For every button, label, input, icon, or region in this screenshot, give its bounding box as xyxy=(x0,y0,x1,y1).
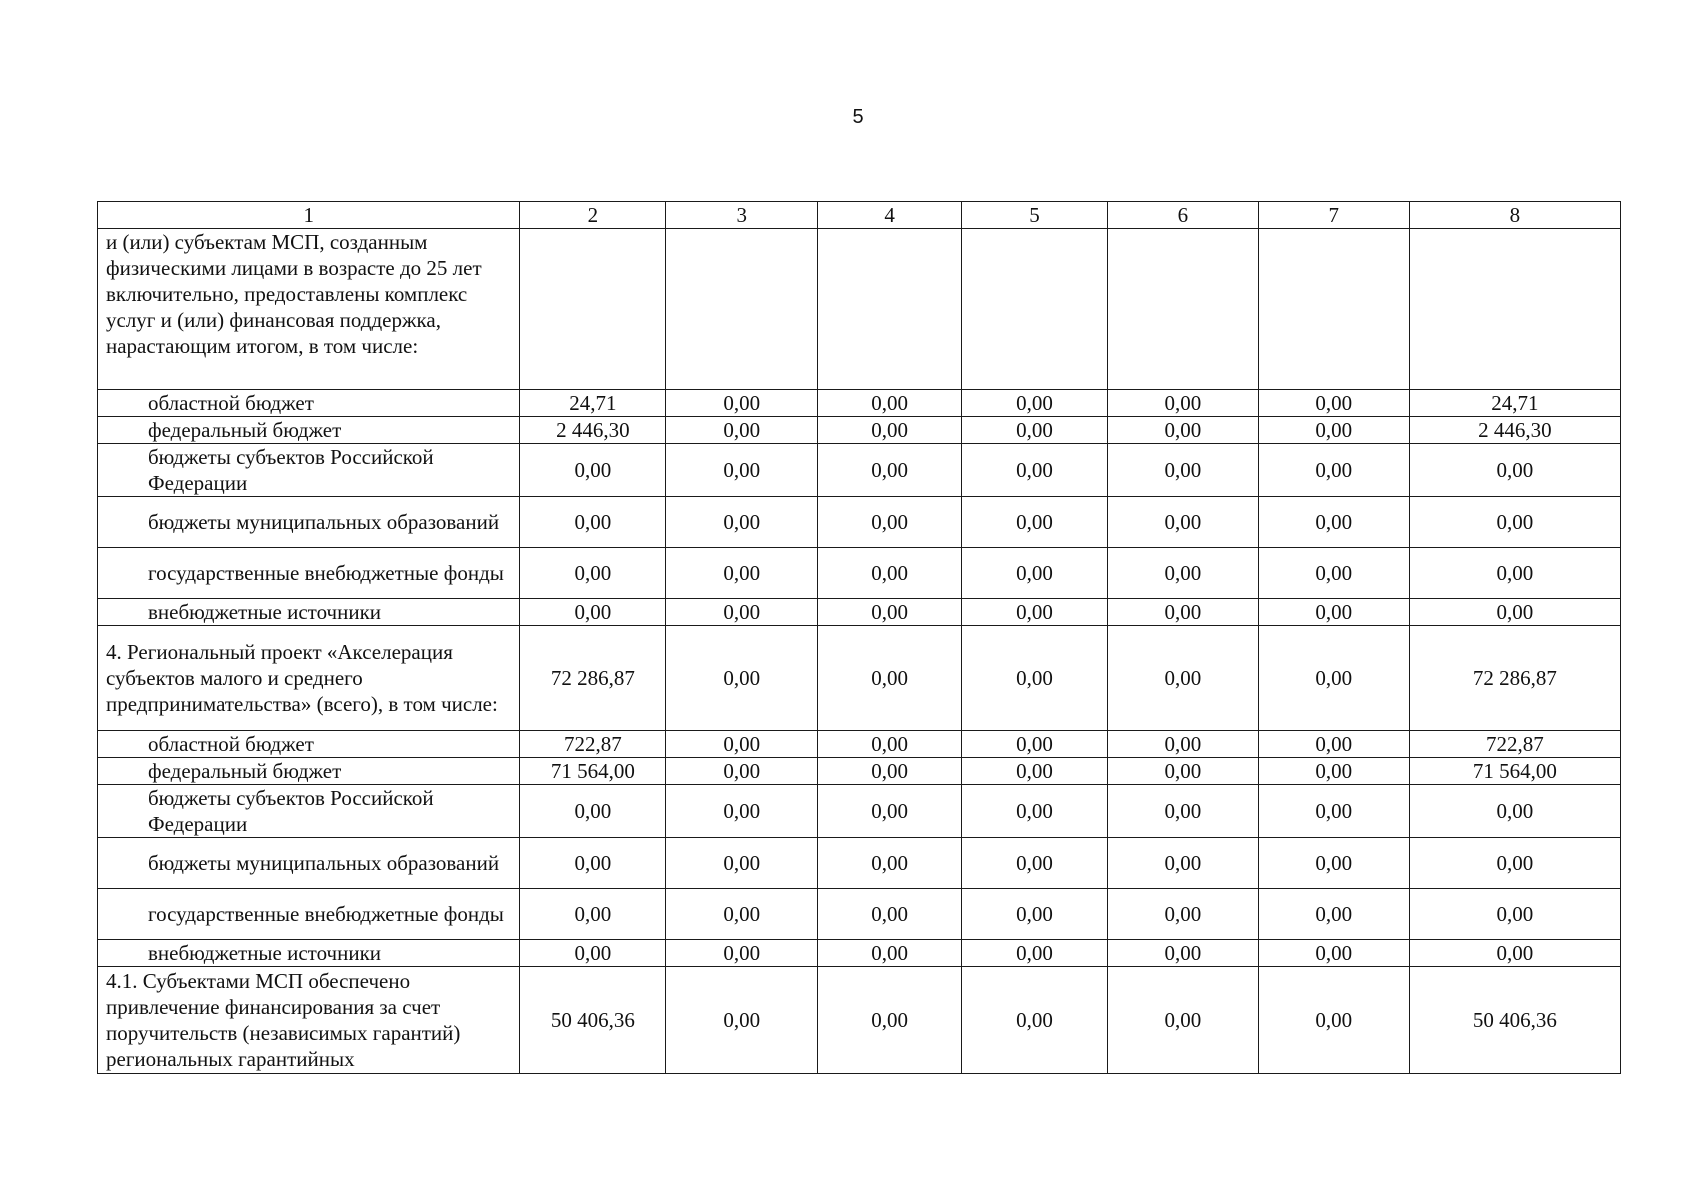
value-cell xyxy=(666,229,818,390)
value-cell xyxy=(1107,229,1258,390)
value-cell: 0,00 xyxy=(962,497,1108,548)
value-cell: 0,00 xyxy=(1409,548,1620,599)
value-cell: 0,00 xyxy=(818,785,962,838)
value-cell: 0,00 xyxy=(666,838,818,889)
value-cell: 0,00 xyxy=(962,599,1108,626)
value-cell: 0,00 xyxy=(1258,548,1409,599)
value-cell: 72 286,87 xyxy=(1409,626,1620,731)
row-label: федеральный бюджет xyxy=(98,758,520,785)
value-cell: 0,00 xyxy=(666,599,818,626)
value-cell: 0,00 xyxy=(818,599,962,626)
value-cell: 0,00 xyxy=(1409,889,1620,940)
value-cell: 24,71 xyxy=(520,390,666,417)
column-header: 3 xyxy=(666,202,818,229)
row-label: государственные внебюджетные фонды xyxy=(98,889,520,940)
value-cell: 0,00 xyxy=(818,444,962,497)
page-number: 5 xyxy=(852,106,864,128)
value-cell: 0,00 xyxy=(520,444,666,497)
value-cell: 0,00 xyxy=(962,444,1108,497)
value-cell: 0,00 xyxy=(962,967,1108,1074)
value-cell: 0,00 xyxy=(962,889,1108,940)
value-cell: 0,00 xyxy=(520,599,666,626)
row-label: бюджеты субъектов Российской Федерации xyxy=(98,444,520,497)
value-cell: 0,00 xyxy=(1258,967,1409,1074)
value-cell xyxy=(520,229,666,390)
value-cell: 0,00 xyxy=(962,390,1108,417)
row-label: 4.1. Субъектами МСП обеспечено привлечение финансирования за счет поручительств (независимых гарантий) региональных гарантийных xyxy=(98,967,520,1074)
value-cell: 72 286,87 xyxy=(520,626,666,731)
value-cell: 0,00 xyxy=(666,889,818,940)
table-row xyxy=(98,548,1621,599)
value-cell: 0,00 xyxy=(1107,390,1258,417)
value-cell: 0,00 xyxy=(1258,758,1409,785)
table-row xyxy=(98,758,1621,785)
table-header-row xyxy=(98,202,1621,229)
value-cell: 0,00 xyxy=(1258,497,1409,548)
value-cell: 0,00 xyxy=(520,785,666,838)
value-cell: 0,00 xyxy=(1258,599,1409,626)
value-cell: 0,00 xyxy=(1409,940,1620,967)
table-row xyxy=(98,417,1621,444)
table-row xyxy=(98,838,1621,889)
table-row xyxy=(98,444,1621,497)
value-cell: 722,87 xyxy=(1409,731,1620,758)
value-cell: 50 406,36 xyxy=(520,967,666,1074)
row-label: внебюджетные источники xyxy=(98,599,520,626)
value-cell: 0,00 xyxy=(962,785,1108,838)
value-cell: 0,00 xyxy=(1107,967,1258,1074)
table-row xyxy=(98,967,1621,1074)
value-cell: 0,00 xyxy=(818,838,962,889)
value-cell: 0,00 xyxy=(666,967,818,1074)
value-cell: 0,00 xyxy=(962,940,1108,967)
value-cell xyxy=(1409,229,1620,390)
value-cell: 0,00 xyxy=(666,444,818,497)
column-header: 8 xyxy=(1409,202,1620,229)
row-label: федеральный бюджет xyxy=(98,417,520,444)
value-cell: 71 564,00 xyxy=(520,758,666,785)
value-cell: 0,00 xyxy=(818,889,962,940)
table-row xyxy=(98,599,1621,626)
value-cell: 0,00 xyxy=(818,497,962,548)
value-cell: 0,00 xyxy=(818,548,962,599)
value-cell: 0,00 xyxy=(666,417,818,444)
row-label: областной бюджет xyxy=(98,390,520,417)
column-header: 2 xyxy=(520,202,666,229)
value-cell: 0,00 xyxy=(1258,889,1409,940)
table-row xyxy=(98,785,1621,838)
value-cell: 0,00 xyxy=(818,940,962,967)
value-cell: 71 564,00 xyxy=(1409,758,1620,785)
value-cell: 0,00 xyxy=(818,417,962,444)
row-label: бюджеты муниципальных образований xyxy=(98,838,520,889)
row-label: бюджеты муниципальных образований xyxy=(98,497,520,548)
value-cell: 0,00 xyxy=(818,967,962,1074)
value-cell: 0,00 xyxy=(818,731,962,758)
value-cell: 2 446,30 xyxy=(1409,417,1620,444)
value-cell: 0,00 xyxy=(1107,838,1258,889)
table-row xyxy=(98,731,1621,758)
table-row xyxy=(98,940,1621,967)
value-cell: 0,00 xyxy=(962,417,1108,444)
value-cell: 0,00 xyxy=(1258,785,1409,838)
column-header: 7 xyxy=(1258,202,1409,229)
value-cell: 0,00 xyxy=(962,758,1108,785)
value-cell: 0,00 xyxy=(666,731,818,758)
value-cell: 722,87 xyxy=(520,731,666,758)
value-cell: 0,00 xyxy=(1258,390,1409,417)
value-cell: 0,00 xyxy=(666,940,818,967)
value-cell: 0,00 xyxy=(1409,497,1620,548)
table-row xyxy=(98,626,1621,731)
value-cell: 0,00 xyxy=(520,889,666,940)
row-label: и (или) субъектам МСП, созданным физическими лицами в возрасте до 25 лет включительно, предоставлены комплекс услуг и (или) финансовая поддержка, нарастающим итогом, в том числе: xyxy=(98,229,520,390)
budget-table xyxy=(97,201,1621,1074)
value-cell: 0,00 xyxy=(666,758,818,785)
value-cell: 0,00 xyxy=(1107,548,1258,599)
value-cell: 50 406,36 xyxy=(1409,967,1620,1074)
value-cell: 0,00 xyxy=(962,626,1108,731)
row-label: государственные внебюджетные фонды xyxy=(98,548,520,599)
value-cell: 0,00 xyxy=(1409,785,1620,838)
value-cell: 0,00 xyxy=(520,548,666,599)
value-cell xyxy=(1258,229,1409,390)
value-cell: 0,00 xyxy=(1258,444,1409,497)
column-header: 1 xyxy=(98,202,520,229)
value-cell: 0,00 xyxy=(1107,599,1258,626)
value-cell: 0,00 xyxy=(962,731,1108,758)
value-cell: 0,00 xyxy=(1258,940,1409,967)
value-cell: 0,00 xyxy=(520,940,666,967)
value-cell: 0,00 xyxy=(1107,444,1258,497)
value-cell: 24,71 xyxy=(1409,390,1620,417)
row-label: бюджеты субъектов Российской Федерации xyxy=(98,785,520,838)
value-cell: 0,00 xyxy=(1409,444,1620,497)
value-cell xyxy=(962,229,1108,390)
table-row xyxy=(98,889,1621,940)
value-cell: 0,00 xyxy=(666,390,818,417)
value-cell xyxy=(818,229,962,390)
value-cell: 0,00 xyxy=(1409,838,1620,889)
value-cell: 0,00 xyxy=(962,838,1108,889)
column-header: 5 xyxy=(962,202,1108,229)
value-cell: 2 446,30 xyxy=(520,417,666,444)
value-cell: 0,00 xyxy=(520,838,666,889)
value-cell: 0,00 xyxy=(666,626,818,731)
value-cell: 0,00 xyxy=(1107,889,1258,940)
value-cell: 0,00 xyxy=(1409,599,1620,626)
value-cell: 0,00 xyxy=(1107,626,1258,731)
column-header: 4 xyxy=(818,202,962,229)
row-label: областной бюджет xyxy=(98,731,520,758)
value-cell: 0,00 xyxy=(1258,626,1409,731)
row-label: внебюджетные источники xyxy=(98,940,520,967)
value-cell: 0,00 xyxy=(1107,417,1258,444)
value-cell: 0,00 xyxy=(520,497,666,548)
table-row xyxy=(98,497,1621,548)
value-cell: 0,00 xyxy=(1107,785,1258,838)
value-cell: 0,00 xyxy=(1258,417,1409,444)
row-label: 4. Региональный проект «Акселерация субъектов малого и среднего предпринимательства» (всего), в том числе: xyxy=(98,626,520,731)
table-row xyxy=(98,229,1621,390)
value-cell: 0,00 xyxy=(1107,940,1258,967)
value-cell: 0,00 xyxy=(1258,838,1409,889)
value-cell: 0,00 xyxy=(666,785,818,838)
value-cell: 0,00 xyxy=(1107,497,1258,548)
value-cell: 0,00 xyxy=(818,758,962,785)
value-cell: 0,00 xyxy=(1107,758,1258,785)
table-row xyxy=(98,390,1621,417)
value-cell: 0,00 xyxy=(962,548,1108,599)
value-cell: 0,00 xyxy=(666,497,818,548)
value-cell: 0,00 xyxy=(1258,731,1409,758)
column-header: 6 xyxy=(1107,202,1258,229)
value-cell: 0,00 xyxy=(818,626,962,731)
value-cell: 0,00 xyxy=(1107,731,1258,758)
value-cell: 0,00 xyxy=(818,390,962,417)
value-cell: 0,00 xyxy=(666,548,818,599)
